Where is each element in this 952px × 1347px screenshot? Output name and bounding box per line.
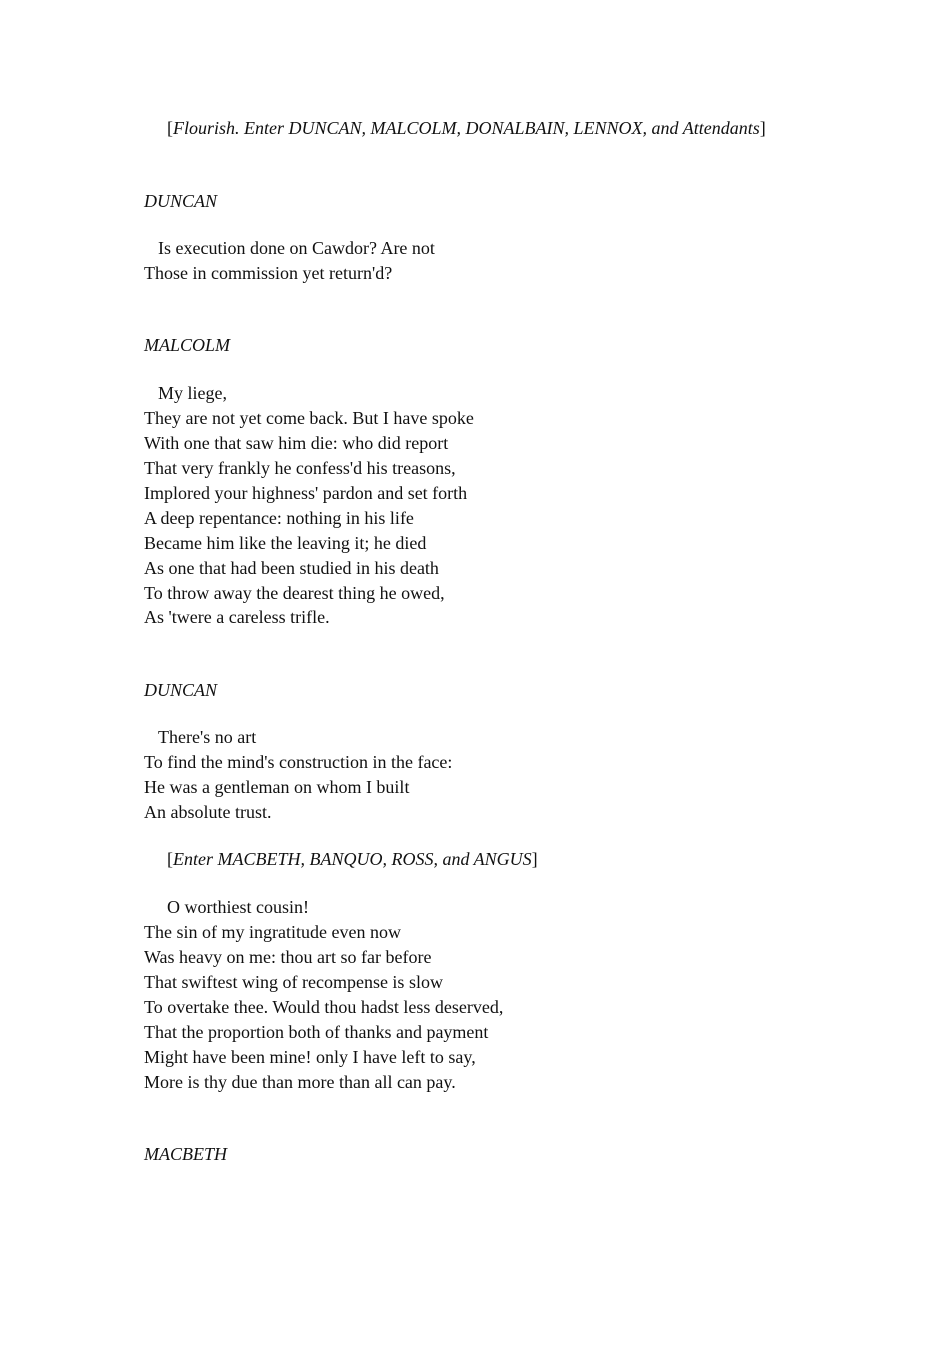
verse-line: Was heavy on me: thou art so far before — [144, 947, 432, 967]
verse-line: An absolute trust. — [144, 802, 272, 822]
speaker-name: MACBETH — [144, 1144, 227, 1164]
verse-line: O worthiest cousin! — [167, 897, 309, 917]
stage-direction: [Flourish. Enter DUNCAN, MALCOLM, DONALBAIN, LENNOX, and Attendants] — [167, 118, 766, 138]
speaker-name: MALCOLM — [144, 335, 231, 355]
stage-direction: [Enter MACBETH, BANQUO, ROSS, and ANGUS] — [167, 849, 538, 869]
verse-line: My liege, — [158, 383, 227, 403]
stage-direction-text: Enter MACBETH, BANQUO, ROSS, and ANGUS — [173, 849, 532, 869]
speaker-name: DUNCAN — [144, 680, 218, 700]
verse-line: Those in commission yet return'd? — [144, 263, 393, 283]
verse-line: That swiftest wing of recompense is slow — [144, 972, 443, 992]
verse-line: He was a gentleman on whom I built — [144, 777, 410, 797]
verse-line: More is thy due than more than all can pay. — [144, 1072, 456, 1092]
verse-line: Might have been mine! only I have left to say, — [144, 1047, 476, 1067]
speaker-name: DUNCAN — [144, 191, 218, 211]
verse-line: To throw away the dearest thing he owed, — [144, 583, 445, 603]
verse-line: They are not yet come back. But I have spoke — [144, 408, 474, 428]
stage-direction-text: Flourish. Enter DUNCAN, MALCOLM, DONALBAIN, LENNOX, and Attendants — [173, 118, 760, 138]
verse-line: Implored your highness' pardon and set forth — [144, 483, 468, 503]
verse-line: As one that had been studied in his death — [144, 558, 439, 578]
verse-line: To find the mind's construction in the face: — [144, 752, 453, 772]
verse-line: To overtake thee. Would thou hadst less deserved, — [144, 997, 504, 1017]
verse-line: There's no art — [158, 727, 257, 747]
verse-line: With one that saw him die: who did report — [144, 433, 449, 453]
verse-line: That very frankly he confess'd his treasons, — [144, 458, 456, 478]
verse-line: As 'twere a careless trifle. — [144, 607, 330, 627]
verse-line: A deep repentance: nothing in his life — [144, 508, 414, 528]
verse-line: Is execution done on Cawdor? Are not — [158, 238, 435, 258]
verse-line: Became him like the leaving it; he died — [144, 533, 427, 553]
verse-line: The sin of my ingratitude even now — [144, 922, 401, 942]
verse-line: That the proportion both of thanks and payment — [144, 1022, 489, 1042]
